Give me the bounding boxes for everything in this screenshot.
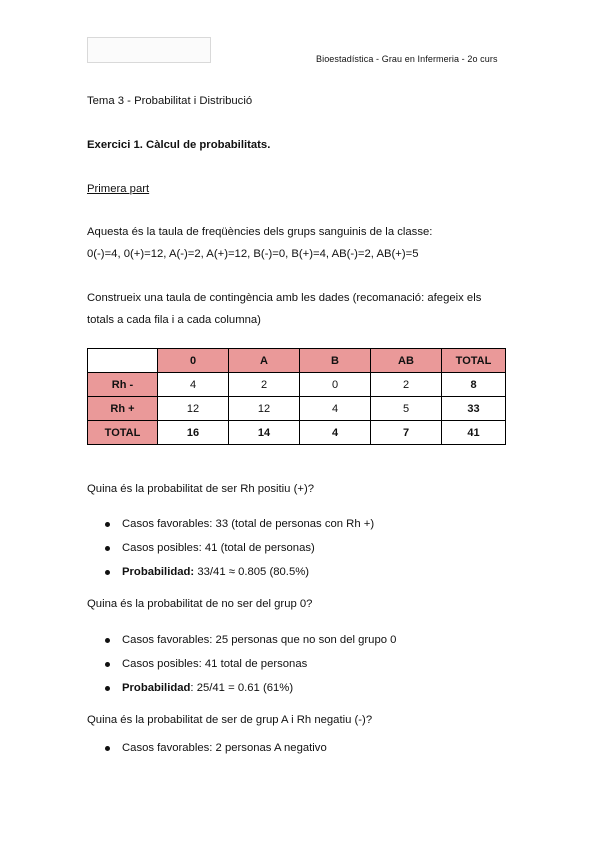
- bullet-icon: [105, 638, 110, 643]
- question-3: Quina és la probabilitat de ser de grup A i Rh negatiu (-)?: [87, 714, 373, 726]
- list-item: [87, 679, 396, 703]
- bullet-icon: [105, 662, 110, 667]
- contingency-table: [87, 348, 506, 445]
- topic-title: Tema 3 - Probabilitat i Distribució: [87, 95, 253, 107]
- list-item-text: Casos favorables: 25 personas que no son del grupo 0: [122, 634, 397, 646]
- exercise-title: Exercici 1. Càlcul de probabilitats.: [87, 139, 271, 151]
- probability-label: Probabilidad:: [122, 566, 195, 578]
- list-item: [87, 655, 396, 679]
- column-header: B: [300, 349, 371, 373]
- table-cell: 4: [300, 397, 371, 421]
- table-cell: 5: [371, 397, 442, 421]
- table-cell-total: 4: [300, 421, 371, 445]
- column-header: TOTAL: [442, 349, 506, 373]
- list-item: [87, 515, 374, 539]
- list-item-text: Casos favorables: 2 personas A negativo: [122, 742, 327, 754]
- answer-list-1: [87, 515, 374, 587]
- table-cell-total: 8: [442, 373, 506, 397]
- intro-line-2: 0(-)=4, 0(+)=12, A(-)=2, A(+)=12, B(-)=0, B(+)=4, AB(-)=2, AB(+)=5: [87, 248, 419, 260]
- table-header-row: [88, 349, 506, 373]
- probability-value: : 25/41 = 0.61 (61%): [190, 682, 294, 694]
- list-item-text: Casos favorables: 33 (total de personas con Rh +): [122, 518, 375, 530]
- table-corner-cell: [88, 349, 158, 373]
- header-logo-box: [87, 37, 211, 63]
- instruction-line-2: totals a cada fila i a cada columna): [87, 314, 261, 326]
- instruction-line-1: Construeix una taula de contingència amb les dades (recomanació: afegeix els: [87, 292, 482, 304]
- table-cell: 4: [158, 373, 229, 397]
- table-cell-total: 7: [371, 421, 442, 445]
- table-cell-total: 33: [442, 397, 506, 421]
- list-item-text: Casos posibles: 41 (total de personas): [122, 542, 315, 554]
- list-item: [87, 563, 374, 587]
- table-cell: 2: [371, 373, 442, 397]
- table-row: [88, 421, 506, 445]
- list-item: [87, 539, 374, 563]
- table-cell-total: 14: [229, 421, 300, 445]
- part-title: Primera part: [87, 183, 150, 195]
- list-item: [87, 631, 396, 655]
- table-cell: 2: [229, 373, 300, 397]
- bullet-icon: [105, 522, 110, 527]
- probability-label: Probabilidad: [122, 682, 191, 694]
- question-1: Quina és la probabilitat de ser Rh positiu (+)?: [87, 483, 315, 495]
- table-cell: 12: [229, 397, 300, 421]
- list-item: [87, 739, 327, 763]
- table-cell: 0: [300, 373, 371, 397]
- row-header: Rh -: [88, 373, 158, 397]
- probability-value: 33/41 ≈ 0.805 (80.5%): [194, 566, 310, 578]
- intro-line-1: Aquesta és la taula de freqüències dels grups sanguinis de la classe:: [87, 226, 433, 238]
- table-cell: 12: [158, 397, 229, 421]
- table-row: [88, 373, 506, 397]
- course-header: Bioestadística - Grau en Infermeria - 2o curs: [316, 54, 498, 64]
- bullet-icon: [105, 686, 110, 691]
- table-row: [88, 397, 506, 421]
- bullet-icon: [105, 546, 110, 551]
- question-2: Quina és la probabilitat de no ser del grup 0?: [87, 598, 313, 610]
- table-cell-total: 41: [442, 421, 506, 445]
- bullet-icon: [105, 746, 110, 751]
- row-header: Rh +: [88, 397, 158, 421]
- bullet-icon: [105, 570, 110, 575]
- table-cell-total: 16: [158, 421, 229, 445]
- list-item-text: Casos posibles: 41 total de personas: [122, 658, 308, 670]
- row-header: TOTAL: [88, 421, 158, 445]
- column-header: A: [229, 349, 300, 373]
- answer-list-2: [87, 631, 396, 703]
- answer-list-3: [87, 739, 327, 763]
- column-header: 0: [158, 349, 229, 373]
- column-header: AB: [371, 349, 442, 373]
